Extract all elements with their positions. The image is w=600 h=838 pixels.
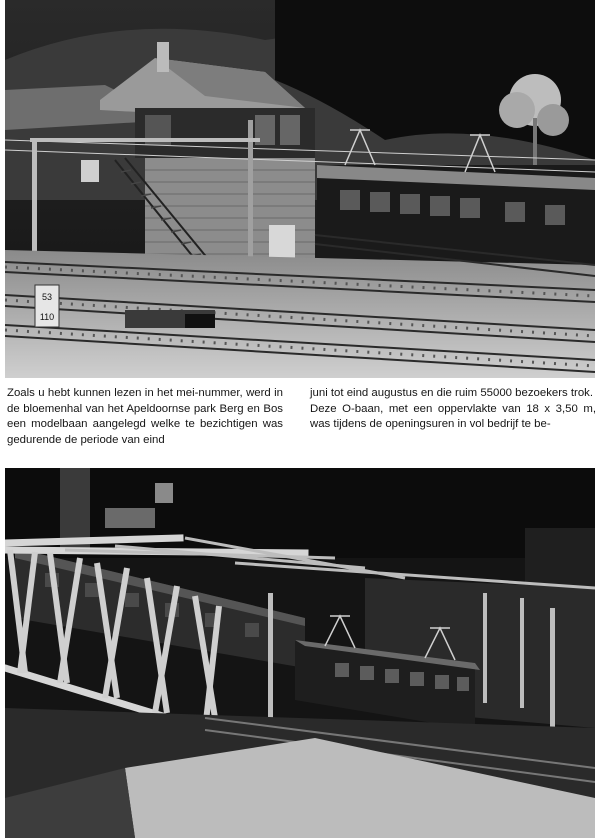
article-column-right <box>310 386 596 433</box>
article-paragraph: Deze O-baan, met een oppervlakte van 18 x 3,50 m, was tijdens de openingsuren in vol bedrijf te be- <box>310 402 596 430</box>
sign-upper-number: 53 <box>41 292 53 302</box>
sign-lower-number: 110 <box>39 312 55 322</box>
article-column-left <box>7 386 283 448</box>
article-paragraph: Zoals u hebt kunnen lezen in het mei-nummer, werd in de bloemenhal van het Apeldoornse park Berg en Bos een modelbaan aangelegd welke te bezichtigen was gedurende de periode van eind <box>7 387 283 446</box>
photo-signal-box-and-train <box>5 0 595 378</box>
article-paragraph: juni tot eind augustus en die ruim 55000 bezoekers trok. <box>310 387 594 399</box>
photo-bridge-and-locomotive <box>5 468 595 838</box>
